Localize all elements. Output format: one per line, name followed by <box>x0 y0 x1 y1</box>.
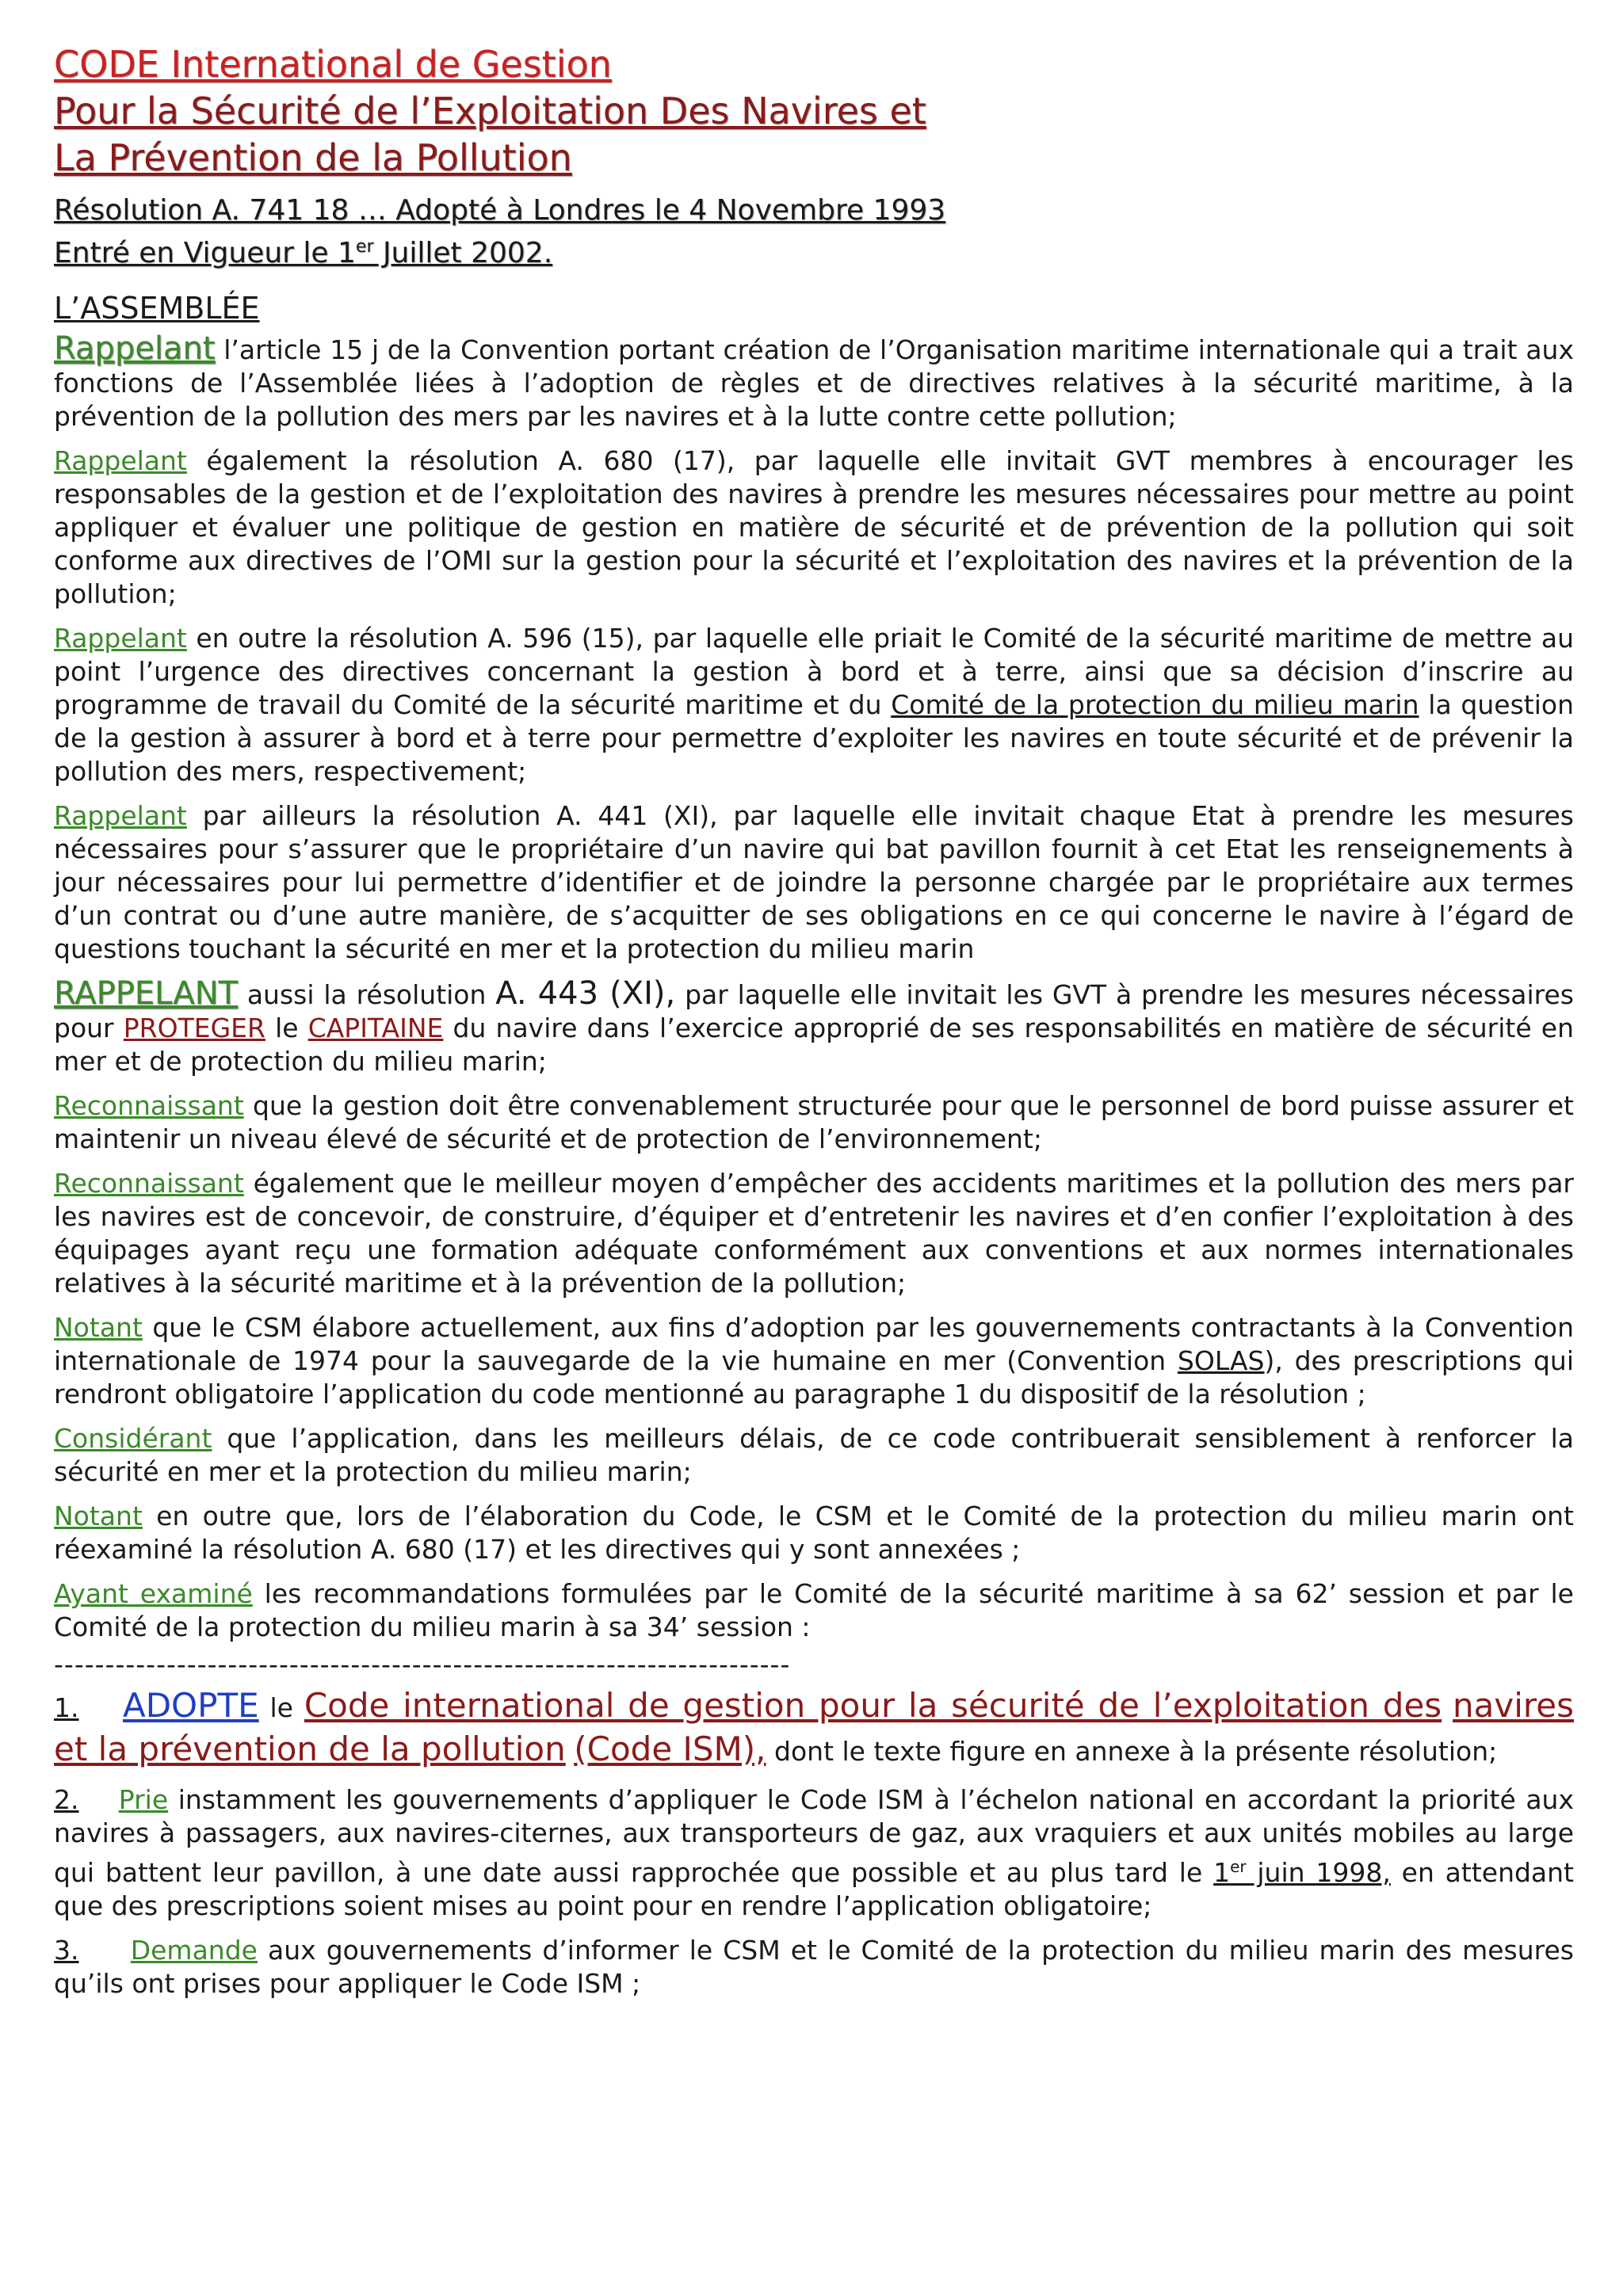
keyword-notant: Notant <box>54 1312 143 1343</box>
keyword-considerant: Considérant <box>54 1423 212 1454</box>
keyword-ayant-examine: Ayant examiné <box>54 1578 253 1609</box>
preamble-paragraph-11: Ayant examiné les recommandations formulées par le Comité de la sécurité maritime à sa 62’ session et par le Comité de la protection du milieu marin à sa 34’ session : <box>54 1578 1574 1642</box>
keyword-adopte: ADOPTE <box>122 1686 259 1725</box>
keyword-rappelant: Rappelant <box>54 445 187 476</box>
keyword-capitaine: CAPITAINE <box>307 1013 444 1043</box>
preamble-paragraph-9: Considérant que l’application, dans les meilleurs délais, de ce code contribuerait sensiblement à renforcer la sécurité en mer et la protection du milieu marin; <box>54 1423 1574 1487</box>
keyword-proteger: PROTEGER <box>123 1013 265 1043</box>
keyword-reconnaissant: Reconnaissant <box>54 1168 244 1199</box>
preamble-paragraph-2: Rappelant également la résolution A. 680 (17), par laquelle elle invitait GVT membres à encourager les responsables de la gestion et de l’exploitation des navires à prendre les mesures nécessaires pour mettre au point appliquer et évaluer une politique de gestion en matière de sécurité et de prévention de la pollution qui soit conforme aux directives de l’OMI sur la gestion pour la sécurité et l’exploitation des navires et la prévention de la pollution; <box>54 445 1574 609</box>
keyword-rappelant: Rappelant <box>54 800 187 831</box>
resolution-line: Résolution A. 741 18 … Adopté à Londres le 4 Novembre 1993 <box>54 194 946 227</box>
preamble-paragraph-4: Rappelant par ailleurs la résolution A. 441 (XI), par laquelle elle invitait chaque Etat à prendre les mesures nécessaires pour s’assurer que le propriétaire d’un navire qui bat pavillon fournit à cet Etat les renseignements à jour nécessaires pour lui permettre d’identifier et de joindre la personne chargée par le propriétaire aux termes d’un contrat ou d’une autre manière, de s’acquitter de ses obligations en ce qui concerne le navire à l’égard de questions touchant la sécurité en mer et la protection du milieu marin <box>54 800 1574 964</box>
preamble-paragraph-1: Rappelant l’article 15 j de la Convention portant création de l’Organisation maritime internationale qui a trait aux fonctions de l’Assemblée liées à l’adoption de règles et de directives relatives à la sécurité maritime, à la prévention de la pollution des mers par les navires et à la lutte contre cette pollution; <box>54 330 1574 432</box>
preamble-paragraph-7: Reconnaissant également que le meilleur moyen d’empêcher des accidents maritimes et la pollution des mers par les navires est de concevoir, de construire, d’équiper et d’entretenir les navires et d’en confier l’exploitation à des équipages ayant reçu une formation adéquate conformément aux conventions et aux normes internationales relatives à la sécurité maritime et à la prévention de la pollution; <box>54 1168 1574 1299</box>
assembly-heading: L’ASSEMBLÉE <box>54 291 260 326</box>
keyword-rappelant-caps: RAPPELANT <box>54 975 238 1012</box>
keyword-rappelant: Rappelant <box>54 330 216 367</box>
document-title-line2: Pour la Sécurité de l’Exploitation Des Navires et <box>54 90 926 132</box>
preamble-paragraph-10: Notant en outre que, lors de l’élaboration du Code, le CSM et le Comité de la protection du milieu marin ont réexaminé la résolution A. 680 (17) et les directives qui y sont annexées ; <box>54 1501 1574 1565</box>
preamble-paragraph-8: Notant que le CSM élabore actuellement, aux fins d’adoption par les gouvernements contractants à la Convention internationale de 1974 pour la sauvegarde de la vie humaine en mer (Convention SOLAS), des prescriptions qui rendront obligatoire l’application du code mentionné au paragraphe 1 du dispositif de la résolution ; <box>54 1312 1574 1409</box>
entry-into-force-line: Entré en Vigueur le 1er Juillet 2002. <box>54 237 553 269</box>
keyword-prie: Prie <box>118 1784 169 1815</box>
keyword-demande: Demande <box>130 1935 258 1966</box>
preamble-paragraph-3: Rappelant en outre la résolution A. 596 (15), par laquelle elle priait le Comité de la sécurité maritime de mettre au point l’urgence des directives concernant la gestion à bord et à terre, ainsi que sa décision d’inscrire au programme de travail du Comité de la sécurité maritime et du Comité de la protection du milieu marin la question de la gestion à assurer à bord et à terre pour permettre d’exploiter les navires en toute sécurité et de prévenir la pollution des mers, respectivement; <box>54 623 1574 787</box>
keyword-rappelant: Rappelant <box>54 623 187 654</box>
solas-link[interactable]: SOLAS <box>1177 1345 1265 1376</box>
preamble-paragraph-5: RAPPELANT aussi la résolution A. 443 (XI), par laquelle elle invitait les GVT à prendre les mesures nécessaires pour PROTEGER le CAPITAINE du navire dans l’exercice approprié de ses responsabilités en matière de sécurité en mer et de protection du milieu marin; <box>54 975 1574 1077</box>
keyword-notant: Notant <box>54 1501 143 1531</box>
document-title-line3: La Prévention de la Pollution <box>54 136 572 179</box>
preamble-paragraph-6: Reconnaissant que la gestion doit être convenablement structurée pour que le personnel de bord puisse assurer et maintenir un niveau élevé de sécurité et de protection de l’environnement; <box>54 1090 1574 1154</box>
operative-paragraph-1: 1. ADOPTE le Code international de gestion pour la sécurité de l’exploitation des navires et la prévention de la pollution (Code ISM), dont le texte figure en annexe à la présente résolution; <box>54 1686 1574 1768</box>
document-page <box>54 41 1574 2012</box>
mepc-link[interactable]: Comité de la protection du milieu marin <box>891 689 1419 720</box>
operative-paragraph-2: 2. Prie instamment les gouvernements d’appliquer le Code ISM à l’échelon national en accordant la priorité aux navires à passagers, aux navires-citernes, aux transporteurs de gaz, aux vraquiers et aux unités mobiles au large qui battent leur pavillon, à une date aussi rapprochée que possible et au plus tard le 1er juin 1998, en attendant que des prescriptions soient mises au point pour en rendre l’application obligatoire; <box>54 1784 1575 1921</box>
keyword-reconnaissant: Reconnaissant <box>54 1090 244 1121</box>
separator-line: ------------------------------------------------------------------------ <box>54 1650 791 1679</box>
document-title-line1: CODE International de Gestion <box>54 43 612 86</box>
deadline-date: 1er juin 1998, <box>1213 1857 1391 1888</box>
operative-paragraph-3: 3. Demande aux gouvernements d’informer le CSM et le Comité de la protection du milieu marin des mesures qu’ils ont prises pour appliquer le Code ISM ; <box>54 1935 1574 1999</box>
